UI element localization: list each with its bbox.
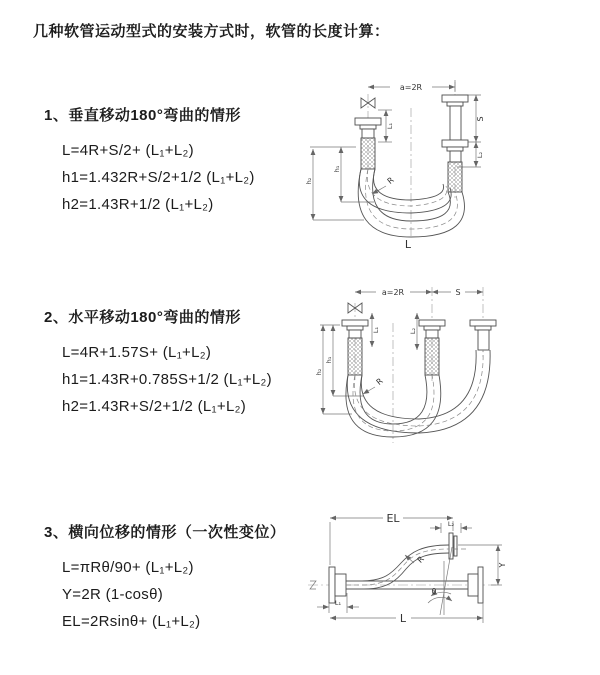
diagram-horizontal-180-bend: [300, 283, 600, 458]
label-s: S: [476, 116, 485, 122]
hose-fittings: [355, 95, 468, 192]
hose-s-curve: [346, 545, 449, 589]
label-y: Y: [498, 562, 507, 568]
formula-h2: h2=1.43R+1/2 (L₁+L₂): [62, 196, 214, 213]
braid-section: [448, 162, 462, 192]
label-r: R: [385, 175, 396, 186]
label-l2: L₂: [476, 151, 484, 159]
braid-section: [361, 138, 375, 169]
section-2-heading: 2、水平移动180°弯曲的情形: [44, 309, 241, 326]
formula-length: L=4R+1.57S+ (L₁+L₂): [62, 344, 212, 361]
diagram-vertical-180-bend: [300, 70, 600, 265]
hose-centerline-curves: [366, 169, 458, 229]
label-r: R: [374, 376, 385, 387]
label-l2: L₂: [409, 327, 417, 335]
formula-h2: h2=1.43R+S/2+1/2 (L₁+L₂): [62, 398, 247, 415]
label-l: L: [399, 612, 407, 625]
label-h1: h₁: [325, 356, 333, 364]
braid-section: [348, 338, 362, 375]
formula-el: EL=2Rsinθ+ (L₁+L₂): [62, 613, 201, 630]
formula-y: Y=2R (1-cosθ): [62, 586, 164, 603]
flanges: [329, 533, 483, 603]
braid-section: [425, 338, 439, 375]
section-1-heading: 1、垂直移动180°弯曲的情形: [44, 107, 241, 124]
formula-h1: h1=1.432R+S/2+1/2 (L₁+L₂): [62, 169, 255, 186]
page-title: 几种软管运动型式的安装方式时，软管的长度计算：: [33, 23, 390, 40]
section-vertical-180: [44, 104, 314, 218]
section-horizontal-180: [44, 306, 314, 420]
label-l1: L₁: [334, 599, 342, 607]
section-lateral-displacement: [44, 521, 314, 635]
dimension-lines: [320, 292, 483, 414]
label-l1: L₁: [372, 326, 380, 334]
label-r: R: [415, 554, 426, 565]
dimension-lines: [317, 518, 502, 623]
label-l2: L₂: [447, 520, 455, 528]
hose-fittings: [342, 320, 496, 375]
formula-length: L=4R+S/2+ (L₁+L₂): [62, 142, 194, 159]
centerlines: [368, 82, 455, 238]
label-el: EL: [386, 512, 400, 525]
hose-curves: [346, 350, 490, 437]
formula-length: L=πRθ/90+ (L₁+L₂): [62, 559, 194, 576]
label-h1: h₁: [333, 165, 341, 173]
diagram-lateral-displacement: [300, 503, 600, 668]
label-a2r: a=2R: [399, 83, 423, 92]
label-theta: θ: [431, 587, 437, 596]
label-h2: h₂: [315, 368, 323, 376]
label-l1: L₁: [386, 122, 394, 130]
hose-centerline-curve: [346, 549, 466, 585]
label-l: L: [404, 238, 412, 251]
section-3-heading: 3、横向位移的情形（一次性变位）: [44, 524, 286, 541]
label-h2: h₂: [305, 177, 313, 185]
formula-h1: h1=1.43R+0.785S+1/2 (L₁+L₂): [62, 371, 272, 388]
label-s: S: [455, 288, 461, 297]
label-a2r: a=2R: [381, 288, 405, 297]
